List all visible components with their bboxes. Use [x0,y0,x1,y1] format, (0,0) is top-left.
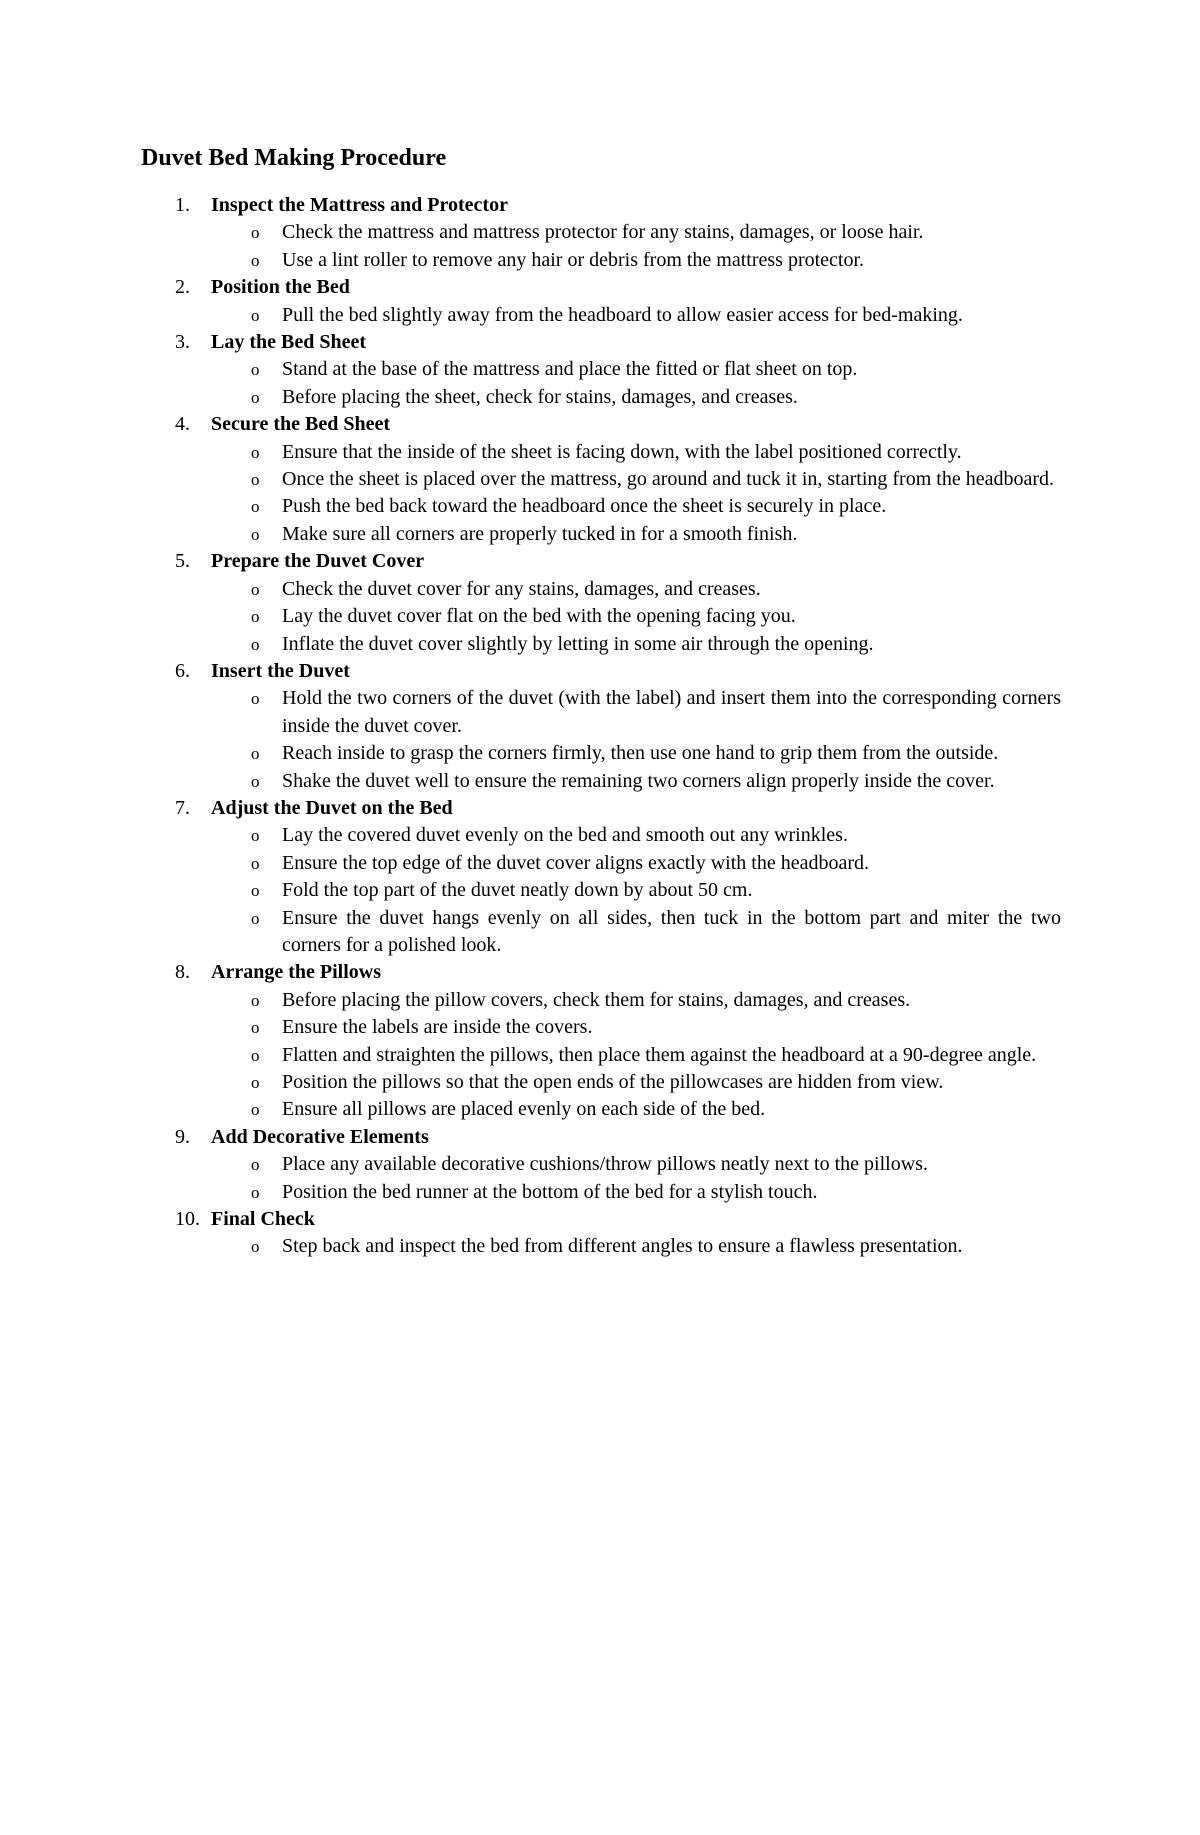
procedure-step [141,329,1061,411]
substep-text: Check the duvet cover for any stains, damages, and creases. [282,577,761,600]
bullet-circle-icon: o [251,1182,260,1202]
step-title: Add Decorative Elements [211,1125,429,1148]
substep-item [211,219,1061,246]
step-title: Insert the Duvet [211,659,350,682]
substep-text: Push the bed back toward the headboard once the sheet is securely in place. [282,495,887,518]
step-substeps-list [211,685,1061,795]
bullet-circle-icon: o [251,524,260,544]
bullet-circle-icon: o [251,826,260,846]
procedure-step [141,192,1061,274]
procedure-step [141,411,1061,548]
bullet-circle-icon: o [251,908,260,928]
bullet-circle-icon: o [251,1073,260,1092]
substep-item [211,987,1061,1014]
step-substeps-list [211,439,1061,549]
step-title: Adjust the Duvet on the Bed [211,796,453,819]
substep-text: Ensure all pillows are placed evenly on each side of the bed. [282,1098,766,1121]
bullet-circle-icon: o [251,634,260,654]
procedure-step [141,1206,1061,1261]
step-number: 6. [175,659,190,682]
bullet-circle-icon: o [251,223,260,243]
step-title: Position the Bed [211,276,350,299]
step-number: 5. [175,550,190,573]
step-number: 4. [175,413,190,436]
substep-item [211,466,1061,493]
step-substeps-list [211,1151,1061,1206]
bullet-circle-icon: o [251,1045,260,1065]
substep-text: Reach inside to grasp the corners firmly, then use one hand to grip them from the outside. [282,742,999,765]
substep-text: Ensure the labels are inside the covers. [282,1016,593,1039]
bullet-circle-icon: o [251,579,260,599]
bullet-circle-icon: o [251,689,260,709]
procedure-step [141,795,1061,959]
substep-text: Lay the covered duvet evenly on the bed and smooth out any wrinkles. [282,824,848,847]
step-substeps-list [211,987,1061,1124]
substep-item [211,1151,1061,1178]
substep-text: Fold the top part of the duvet neatly down by about 50 cm. [282,879,753,902]
step-substeps-list [211,1233,1061,1260]
step-title: Arrange the Pillows [211,961,381,984]
bullet-circle-icon: o [251,607,260,627]
substep-text: Lay the duvet cover flat on the bed with the opening facing you. [282,605,796,628]
step-title: Inspect the Mattress and Protector [211,194,508,216]
bullet-circle-icon: o [251,360,260,380]
step-title: Final Check [211,1208,315,1231]
substep-item [211,768,1061,795]
substep-item [211,631,1061,658]
substep-text: Place any available decorative cushions/throw pillows neatly next to the pillows. [282,1153,928,1176]
substep-item [211,1096,1061,1123]
substep-item [211,1014,1061,1041]
procedure-step [141,959,1061,1123]
step-number: 1. [175,194,190,216]
step-number: 3. [175,331,190,354]
bullet-circle-icon: o [251,497,260,517]
step-substeps-list [211,302,1061,329]
procedure-steps-list [141,192,1061,1261]
substep-text: Shake the duvet well to ensure the remaining two corners align properly inside the cover. [282,769,995,792]
substep-text: Pull the bed slightly away from the headboard to allow easier access for bed-making. [282,303,963,326]
substep-item [211,576,1061,603]
bullet-circle-icon: o [251,305,260,325]
substep-item [211,1042,1061,1069]
substep-text: Position the bed runner at the bottom of the bed for a stylish touch. [282,1180,818,1203]
step-number: 8. [175,961,190,984]
procedure-step [141,658,1061,795]
substep-text: Once the sheet is placed over the mattress, go around and tuck it in, starting from the headboard. [282,468,1054,491]
substep-item [211,905,1061,960]
step-number: 10. [175,1208,200,1231]
step-title: Prepare the Duvet Cover [211,550,425,573]
bullet-circle-icon: o [251,881,260,901]
substep-text: Before placing the sheet, check for stains, damages, and creases. [282,385,798,408]
substep-item [211,356,1061,383]
substep-text: Stand at the base of the mattress and place the fitted or flat sheet on top. [282,358,858,381]
substep-item [211,850,1061,877]
procedure-step [141,1124,1061,1206]
substep-item [211,1069,1061,1096]
substep-item [211,493,1061,520]
step-number: 7. [175,796,190,819]
substep-item [211,685,1061,740]
step-number: 9. [175,1125,190,1148]
step-substeps-list [211,576,1061,658]
substep-item [211,603,1061,630]
step-number: 2. [175,276,190,299]
bullet-circle-icon: o [251,470,260,490]
bullet-circle-icon: o [251,1100,260,1120]
substep-item [211,521,1061,548]
document-page [141,138,1061,1261]
substep-text: Make sure all corners are properly tucked in for a smooth finish. [282,522,798,545]
document-title: Duvet Bed Making Procedure [141,145,447,171]
step-substeps-list [211,219,1061,274]
substep-item [211,1179,1061,1206]
bullet-circle-icon: o [251,387,260,407]
substep-text: Inflate the duvet cover slightly by letting in some air through the opening. [282,632,874,655]
bullet-circle-icon: o [251,442,260,462]
substep-item [211,822,1061,849]
procedure-step [141,548,1061,658]
substep-item [211,439,1061,466]
substep-text: Hold the two corners of the duvet (with the label) and insert them into the corresponding corners inside the duvet cover. [282,687,1061,737]
substep-text: Before placing the pillow covers, check them for stains, damages, and creases. [282,988,911,1011]
bullet-circle-icon: o [251,250,260,270]
bullet-circle-icon: o [251,1018,260,1038]
substep-item [211,740,1061,767]
bullet-circle-icon: o [251,1237,260,1257]
substep-item [211,877,1061,904]
substep-item [211,1233,1061,1260]
procedure-step [141,274,1061,329]
substep-text: Step back and inspect the bed from different angles to ensure a flawless presentation. [282,1235,963,1258]
bullet-circle-icon: o [251,1155,260,1175]
substep-text: Position the pillows so that the open ends of the pillowcases are hidden from view. [282,1071,944,1093]
substep-text: Use a lint roller to remove any hair or debris from the mattress protector. [282,248,865,271]
step-title: Secure the Bed Sheet [211,413,391,436]
bullet-circle-icon: o [251,853,260,873]
substep-item [211,384,1061,411]
substep-text: Check the mattress and mattress protector for any stains, damages, or loose hair. [282,221,924,244]
bullet-circle-icon: o [251,744,260,764]
step-substeps-list [211,822,1061,959]
substep-text: Ensure the duvet hangs evenly on all sides, then tuck in the bottom part and miter the two corners for a polished look. [282,906,1061,956]
bullet-circle-icon: o [251,990,260,1010]
substep-item [211,247,1061,274]
substep-text: Flatten and straighten the pillows, then place them against the headboard at a 90-degree angle. [282,1043,1037,1066]
substep-item [211,302,1061,329]
step-substeps-list [211,356,1061,411]
substep-text: Ensure the top edge of the duvet cover aligns exactly with the headboard. [282,851,870,874]
step-title: Lay the Bed Sheet [211,331,366,354]
bullet-circle-icon: o [251,771,260,791]
substep-text: Ensure that the inside of the sheet is facing down, with the label positioned correctly. [282,440,962,463]
